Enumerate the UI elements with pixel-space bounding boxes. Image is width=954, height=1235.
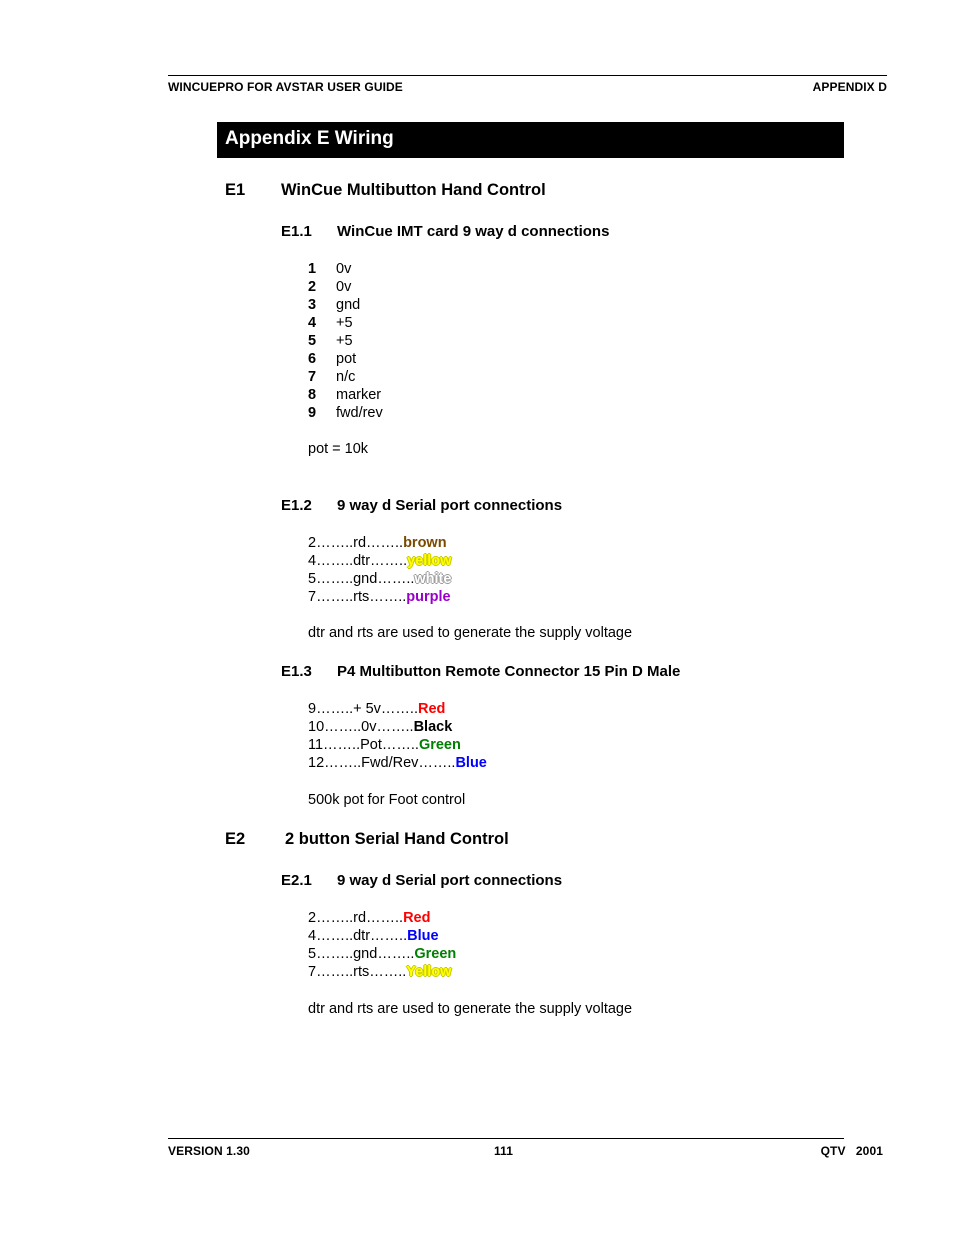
wire-pin-signal: 2……..rd…….. [308,910,404,926]
header-rule [168,75,887,76]
wire-color-label: Green [414,946,457,962]
section-e1-number: E1 [225,181,246,199]
pin-number: 5 [308,333,317,349]
section-e2-1-number: E2.1 [281,872,312,889]
wire-color-label: yellow [407,553,452,569]
wire-pin-signal: 5……..gnd…….. [308,946,415,962]
wire-pin-signal: 5……..gnd…….. [308,571,415,587]
wire-row [308,701,445,719]
wire-color-label: Red [403,910,431,926]
section-e2-title: 2 button Serial Hand Control [285,830,509,848]
wire-pin-signal: 12……..Fwd/Rev…….. [308,755,456,771]
wire-row [308,553,451,571]
pin-description: gnd [336,297,361,313]
wire-color-label: Blue [407,928,439,944]
pin-number: 8 [308,387,317,403]
wire-color-label: purple [406,589,451,605]
wire-color-label: Red [418,701,446,717]
pin-number: 6 [308,351,317,367]
page-number: 111 [494,1144,513,1158]
footer-rule [168,1138,844,1139]
wire-pin-signal: 4……..dtr…….. [308,928,408,944]
wire-row [308,755,487,773]
pin-number: 2 [308,279,317,295]
pin-number: 3 [308,297,317,313]
wire-row [308,910,430,928]
note-foot-control: 500k pot for Foot control [308,792,466,808]
header-section: APPENDIX D [812,80,887,94]
note-supply-voltage-e2: dtr and rts are used to generate the supply voltage [308,1001,633,1017]
wire-color-label: white [414,571,452,587]
pin-description: +5 [336,333,353,349]
wire-row [308,535,447,553]
header-title: WINCUEPRO FOR AVSTAR USER GUIDE [168,80,403,94]
wire-row [308,571,451,589]
pin-description: marker [336,387,382,403]
wire-row [308,719,452,737]
wire-color-label: Black [413,719,453,735]
wire-row [308,964,451,982]
pin-description: n/c [336,369,356,385]
wire-color-label: Green [418,737,461,753]
section-e1-3-title: P4 Multibutton Remote Connector 15 Pin D Male [337,663,681,680]
section-e1-2-title: 9 way d Serial port connections [337,497,563,514]
appendix-title: Appendix E Wiring [225,128,394,149]
wire-color-label: Blue [455,755,487,771]
appendix-banner [217,122,844,158]
wire-row [308,589,451,607]
wire-pin-signal: 10……..0v…….. [308,719,414,735]
wire-color-label: brown [403,535,447,551]
pin-description: 0v [336,261,352,277]
pin-description: +5 [336,315,353,331]
wire-pin-signal: 2……..rd…….. [308,535,404,551]
section-e1-2-number: E1.2 [281,497,312,514]
wire-pin-signal: 7……..rts…….. [308,964,407,980]
note-pot-value: pot = 10k [308,441,369,457]
pin-description: 0v [336,279,352,295]
section-e2-number: E2 [225,830,246,848]
pin-number: 1 [308,261,317,277]
wire-row [308,946,456,964]
section-e1-title: WinCue Multibutton Hand Control [281,181,546,199]
note-supply-voltage: dtr and rts are used to generate the supply voltage [308,625,633,641]
pin-number: 4 [308,315,317,331]
footer-copyright: QTV 2001 [820,1144,883,1158]
wire-pin-signal: 9……..+ 5v…….. [308,701,418,717]
section-e1-1-number: E1.1 [281,223,312,240]
wire-row [308,928,439,946]
pin-number: 7 [308,369,317,385]
pin-number: 9 [308,405,317,421]
wire-pin-signal: 4……..dtr…….. [308,553,408,569]
wire-color-label: Yellow [406,964,452,980]
wire-pin-signal: 7……..rts…….. [308,589,407,605]
section-e1-1-title: WinCue IMT card 9 way d connections [337,223,610,240]
pin-description: fwd/rev [336,405,383,421]
pin-description: pot [336,351,357,367]
section-e2-1-title: 9 way d Serial port connections [337,872,563,889]
section-e1-3-number: E1.3 [281,663,312,680]
wire-pin-signal: 11……..Pot…….. [308,737,419,753]
footer-version: VERSION 1.30 [168,1144,250,1158]
wire-row [308,737,461,755]
